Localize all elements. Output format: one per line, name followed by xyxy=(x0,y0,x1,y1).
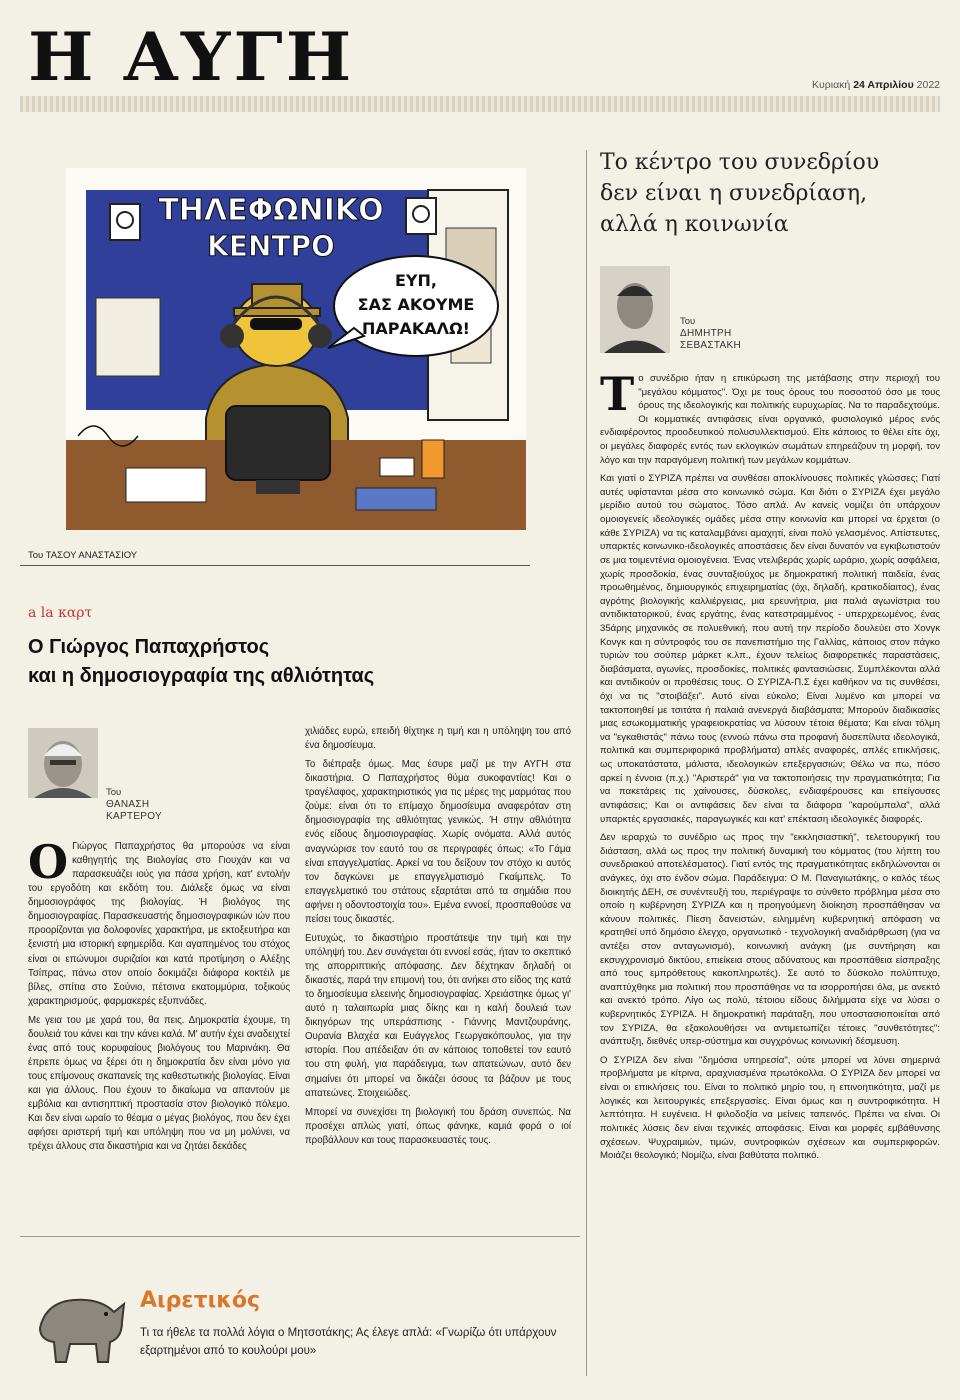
author-photo-kartero xyxy=(28,728,98,798)
left-headline-line1: Ο Γιώργος Παπαχρήστος xyxy=(28,636,270,658)
right-headline-line1: Το κέντρο του συνεδρίου xyxy=(600,150,880,175)
masthead-divider xyxy=(20,96,940,112)
dropcap: Τ xyxy=(600,367,635,421)
paragraph: Το συνέδριο ήταν η επικύρωση της μετάβασης στην περιοχή του "μεγάλου κόμματος". Όχι με τους όρους του ποσοστού όσο με τους όρους της ιδεολογικής και πολιτικής ευρυχωρίας. Να το παραδεχτούμε. Οι κομματικές αντιφάσεις είναι οργανικό, φυσιολογικό μέρος ενός ενδιαφέροντος προοδευτικού πολυσυλλεκτισμού. Είτε κάποιος το θέλει είτε όχι, οι μεγάλες διαφορές εντός των εκλογικών σωμάτων επηρεάζουν τη μορφή, τον λόγο και την παραγόμενη πολιτική των μεγάλων κομμάτων. xyxy=(600,367,940,466)
left-byline xyxy=(106,787,162,824)
headphone-left-icon xyxy=(220,324,244,348)
desk-papers xyxy=(126,468,206,502)
wall-notice xyxy=(96,298,160,376)
dateline xyxy=(812,79,940,91)
paragraph: Δεν ιεραρχώ το συνέδριο ως προς την "εκκλησιαστική", τελετουργική του διάσταση, αλλά ως προς την πολιτική δυναμική του κόμματος (του λήπτη του συνεδριακού αποτελέσματος). Γιατί εντός της πραγματικότητας εκδηλώνονται οι ανάγκες, όχι στο ένδον σώμα. Παράδειγμα: Ο Μ. Παναγιωτάκης, ο καλός τέως διοικητής ΔΕΗ, σε συνέντευξή του, περιέγραψε το σύνθετο πρόβλημα μέσα στο οποίο η κυβέρνηση ΣΥΡΙΖΑ και η προηγούμενη διοίκηση προσπάθησαν να κάνουν πολιτικές. Πίεση δανειστών, ειλημμένη κυβερνητική απόφαση να κρατηθεί υπό δημόσιο έλεγχο, οργανωτικό - τεχνολογική αναδιάρθρωση (για να αντέξει στον ανταγωνισμό), κοινωνική ανάγκη (με συντήρηση και εκσυγχρονισμό δικτύου, επιείκεια στους αδύνατους και προσπάθεια είσπραξης από τους εμπρόθετους κακοπληρωτές). Σε αυτό το δύσκολο πολύπτυχο, αναπτύχθηκε μια πολιτική που προσπάθησε να τα ισορροπήσει όλα, με ανεκτό και ανεκτό τρόπο. Λίγο ως πολύ, τέτοιου είδους διλήμματα είχε να λύσει ο κυβερνητικός ΣΥΡΙΖΑ. Η δημοκρατική παράταξη, που υποστασιοποιείται από τον ΣΥΡΙΖΑ, θα εξακολουθήσει να αντιμετωπίζει τέτοιες "συνθετότητες": ανάπτυξη, διεθνές υπερ-σύστημα και συγχρόνως κοινωνική δέσμευση. xyxy=(600,832,940,1048)
column-divider xyxy=(586,150,587,1376)
agent-sunglasses xyxy=(250,318,302,330)
paragraph: Το διέπραξε όμως. Μας έσυρε μαζί με την ΑΥΓΗ στα δικαστήρια. Ο Παπαχρήστος θύμα συκοφαντίας! Και ο τραγέλαφος, χαρακτηριστικός για τις μέρες της μαρμότας που ζούμε: είναι ότι το επίμαχο δημοσίευμα αναφερόταν στη δημοσιογραφία της αθλιότητας γενικώς. Ή στην αθλιότητα ενός είδους δημοσιογραφίας. Χωρίς ονόματα. Αλλά αυτός αναγνώρισε τον εαυτό του σε περιγραφές όπως: «Το Γάμα είναι επαγγελματίας. Αρκεί να του δείξουν τον στόχο κι αυτός τον δαγκώνει με επαγγελματισμό Γκαίμπελς. Το επαγγελματικό του στάτους εξαρτάται από τα σημάδια που αφήνει η οδοντοστοιχία του». Εμένα εννοεί, προσπαθούσε να πείσει τους δικαστές. xyxy=(305,759,571,925)
paragraph: Με γεια του με χαρά του, θα πεις. Δημοκρατία έχουμε, τη δουλειά του κάνει και την κάνει καλά. Μ' αυτήν έχει αναδειχτεί ένας από τους κορυφαίους βιολόγους του Μαρινάκη. Θα έπρεπε όμως να ξέρει ότι η δημοκρατία δεν είναι μόνο για τους επίμονους σκαπανείς της καθεστωτικής βιολογίας. Είναι και για άλλους. Που έχουν το δικαίωμα να απαντούν με εμβόλια και αντισηπτική προστασία στον βιολογικό πόλεμο. Και δεν είναι ωραίο το θέαμα ο μέγας βιολόγος, που δεν έχει αφήσει αριστερή τιμή και υπόληψη που να μη μολύνει, να τρέχει άλλους στα δικαστήρια και να ζητάει δεκάδες xyxy=(28,1014,290,1153)
byline-prefix: Του xyxy=(680,316,696,327)
author-photo-sevastakis xyxy=(600,266,670,353)
desk-book xyxy=(356,488,436,510)
headphone-right-icon xyxy=(308,324,332,348)
sign-line2: ΚΕΝΤΡΟ xyxy=(207,230,335,263)
cartoon-credit: Του ΤΑΣΟΥ ΑΝΑΣΤΑΣΙΟΥ xyxy=(28,550,138,561)
right-article-headline xyxy=(600,148,940,240)
coffee-cup-icon xyxy=(380,458,414,476)
bubble-line3: ΠΑΡΑΚΑΛΩ! xyxy=(362,319,470,338)
paragraph: χιλιάδες ευρώ, επειδή θίχτηκε η τιμή και η υπόληψη του από ένα δημοσίευμα. xyxy=(305,726,571,752)
paragraph: Μπορεί να συνεχίσει τη βιολογική του δράση συνεπώς. Να προσέχει απλώς γιατί, όπως φάνηκε, καμιά φορά ο ιοί προβάλλουν και τους παρασκευαστές τους. xyxy=(305,1106,571,1146)
paragraph: Ο Γιώργος Παπαχρήστος θα μπορούσε να είναι καθηγητής της Βιολογίας στο Γιουχάν και να παρασκευάζει ιούς για πάσα χρήση, κατ' εντολήν του εργοδότη και εκδότη του. Διάλεξε όμως να είναι δημοσιογράφος της βιολογίας. Ή βιολόγος της δημοσιογραφίας. Παρασκευαστής δημοσιογραφικών ιών που προορίζονται για δολοφονίες χαρακτήρα, με εκτοξευτήρα και ξενιστή μια ιστορική εφημερίδα. Και αγαπημένος του στόχος είναι οι επώνυμοι συριζαίοι και κατά προτίμηση ο Αλέξης Τσίπρας, πάνω στον οποίο δοκιμάζει διάφορα κοκτέιλ με βίλες, σπίτια στο Σούνιο, πέτσινα εκατομμύρια, τοξικούς χαρακτηρισμούς, φαρμακερές εξυπνάδες. xyxy=(28,835,290,1007)
date-year: 2022 xyxy=(916,79,940,91)
airetikos-text: Τι τα ήθελε τα πολλά λόγια ο Μητσοτάκης; Ας έλεγε απλά: «Γνωρίζω ότι υπάρχουν εξαρτημένοι από το κουλούρι μου» xyxy=(140,1327,557,1357)
bubble-line1: ΕΥΠ, xyxy=(395,271,437,290)
airetikos-title: Αιρετικός xyxy=(140,1288,260,1313)
right-headline-line2: δεν είναι η συνεδρίαση, xyxy=(600,180,868,206)
pencil-cup-icon xyxy=(422,440,444,478)
left-article-column-1 xyxy=(28,835,290,1159)
left-article-column-2 xyxy=(305,725,571,1153)
byline-last-name: ΣΕΒΑΣΤΑΚΗ xyxy=(680,340,742,352)
section-divider xyxy=(20,1236,580,1237)
credit-divider xyxy=(20,565,530,566)
right-byline xyxy=(680,316,741,353)
sign-line1: ΤΗΛΕΦΩΝΙΚΟ xyxy=(158,193,384,228)
rhinoceros-icon xyxy=(30,1268,130,1368)
date-day-month: 24 Απριλίου xyxy=(853,79,914,91)
emblem-left-icon xyxy=(110,204,140,240)
byline-last-name: ΚΑΡΤΕΡΟΥ xyxy=(106,811,162,823)
computer-monitor-icon xyxy=(226,406,330,480)
emblem-right-icon xyxy=(406,198,436,234)
bubble-line2: ΣΑΣ ΑΚΟΥΜΕ xyxy=(357,295,475,314)
right-article-body xyxy=(600,367,940,1168)
computer-stand xyxy=(256,480,300,494)
byline-prefix: Του xyxy=(106,787,122,798)
left-headline-line2: και η δημοσιογραφία της αθλιότητας xyxy=(28,665,375,687)
dropcap: Ο xyxy=(28,835,69,889)
byline-first-name: ΘΑΝΑΣΗ xyxy=(106,798,150,810)
newspaper-masthead: Η ΑΥΓΗ xyxy=(28,18,355,96)
paragraph: Και γιατί ο ΣΥΡΙΖΑ πρέπει να συνθέσει αποκλίνουσες πολιτικές γλώσσες; Γιατί αυτές υφίστανται μέσα στο κοινωνικό σώμα. Και διότι ο ΣΥΡΙΖΑ έχει μεγάλο μερίδιο αυτού του σώματος. Τόσο απλά. Αν κανείς νομίζει ότι υπάρχουν ομοιογενείς ιδεολογικές ομάδες μέσα στην κοινωνία και μπορεί να έρχεται (ο κάθε ΣΥΡΙΖΑ) να τις καταλαμβάνει αμαχητί, είναι πολύ γελασμένος. Απίστευτες, υπαρκτές κοινωνικο-ιδεολογικές αποστάσεις δεν είναι δυνατόν να εγκιβωτιστούν σε μια τοιμεντένια ομοιογένεια. Ένας ντελιβεράς χωρίς ωράριο, χωρίς ασφάλεια, χωρίς προσδοκία, ένας συνταξιούχος με δημοκρατική πολιτική παιδεία, ένας προωθημένος, δημιουργικός επιχειρηματίας (όχι, δηλαδή, κρατικοδίαιτος), ένας αγρότης βιολογικής καλλιέργειας, μια ερευνήτρια, μια παλιά αγωνίστρια του αντιδικτατορικού, ένας εργάτης, ένας κατεστραμμένος - υπερχρεωμένος, ένας 35άρης μηχανικός σε πολυεθνική, που αυτή την περίοδο δουλεύει στο Χονγκ Κονγκ και η σύντροφός του σε πανεπιστήμιο της Γαλλίας, κάποιος στον πάγκο τυριών του σούπερ μάρκετ κ.λπ., έχουν τελείως διαφορετικές παραστάσεις, διαβάσματα, αγωνίες, προσδοκίες, πολιτικές φαντασιώσεις. Συμπλέκονται αλλά και αντιδικούν οι προθέσεις τους. Ο ΣΥΡΙΖΑ-Π.Σ έχει καθήκον να τις συνθέσει, όχι να τις "στοιβάξει". Αυτό είναι εύκολο; Είναι λυμένο και μπορεί να τακτοποιηθεί με τσιτάτα ή παλαιά ανενεργά διαβάσματα; Μπορούν διαδικασίες μιας εσωκομματικής γραφειοκρατίας να λύσουν τέτοια θέματα; Και είναι τόλμη να "εγκαθιστάς" πάνω τους (εννοώ πάνω στα προφανή δυσεπίλυτα ιδεολογικά, πολιτικά και συμπεριφορικά προβλήματα) απλές αναφορές, απλές επικλήσεις, ως υποκατάστατα, μάλιστα, ιδεολογικών επεξεργασιών; Θέλω να πω, πόσο αρκεί η έννοια (π.χ.) "Αριστερά" για να τακτοποιήσεις την πραγματικότητα; Για να πακετάρεις τις χαίνουσες, δύσκολες, ενδιαφέρουσες και επείγουσες αντιφάσεις; Και οι αντιφάσεις δεν είναι τα διάφορα "καρούμπαλα", αλλά υπαρκτές εργασιακές, παραγωγικές και κατ' επέκταση ιδεολογικές διαφορές. xyxy=(600,473,940,825)
byline-first-name: ΔΗΜΗΤΡΗ xyxy=(680,327,732,339)
political-cartoon xyxy=(66,168,526,530)
column-kicker: a la καρτ xyxy=(28,605,93,621)
date-day: Κυριακή xyxy=(812,79,851,91)
paragraph: Ο ΣΥΡΙΖΑ δεν είναι "δημόσια υπηρεσία", ούτε μπορεί να λύνει σημερινά προβλήματα με κίτρινα, αραχνιασμένα πρωτόκολλα. Ο ΣΥΡΙΖΑ δεν μπορεί να είναι οι επικλήσεις του. Είναι το πολιτικό μηρίο του, η επινοητικότητα, μαζί με λογικές και λειτουργικές επεξεργασίες. Είναι όμως και η συντροφικότητα. Η λεπτότητα. Η ευγένεια. Η φιλοδοξία να μείνεις ταπεινός. Πρέπει να είναι. Οι πολιτικές λύσεις δεν είναι τεχνικές αποφάσεις. Είναι και μορφές εμβάθυνσης σχέσεων. Ψυχραιμιών, τιμών, συντροφικών σχέσεων και συμπεριφορών. Μοιάζει θεολογικό; Νομίζω, είναι βαθύτατα πολιτικό. xyxy=(600,1054,940,1162)
left-article-headline xyxy=(28,633,374,691)
right-headline-line3: αλλά η κοινωνία xyxy=(600,211,789,237)
paragraph: Ευτυχώς, το δικαστήριο προστάτεψε την τιμή και την υπόληψή του. Δεν συνάγεται ότι εννοεί εσάς, ήταν το σκεπτικό της απορριπτικής απόφασης. Δεν δέχτηκαν δηλαδή οι δικαστές, παρά την επιμονή του, ότι ανήκει στο είδος της κατά το δημοσίευμα ελεεινής δημοσιογραφίας. Χρειάστηκε όμως γι' αυτό η ταλαιπωρία μιας δίκης και η καλή δουλειά των δικηγόρων της υπεράσπισης - Γιάννης Μαντζουράνης, Ουρανία Βλαχέα και Ευάγγελος Γεωργακόπουλος, για την ιστορία. Που απέδειξαν ότι αν κάποιος τοποθετεί τον εαυτό του στη φυλή, για παράδειγμα, των απατεώνων, αυτό δεν σημαίνει ότι μπορεί να δικάζει όσους τα βάζουν με τους απατεώνες. Στοιχειώδες. xyxy=(305,932,571,1099)
